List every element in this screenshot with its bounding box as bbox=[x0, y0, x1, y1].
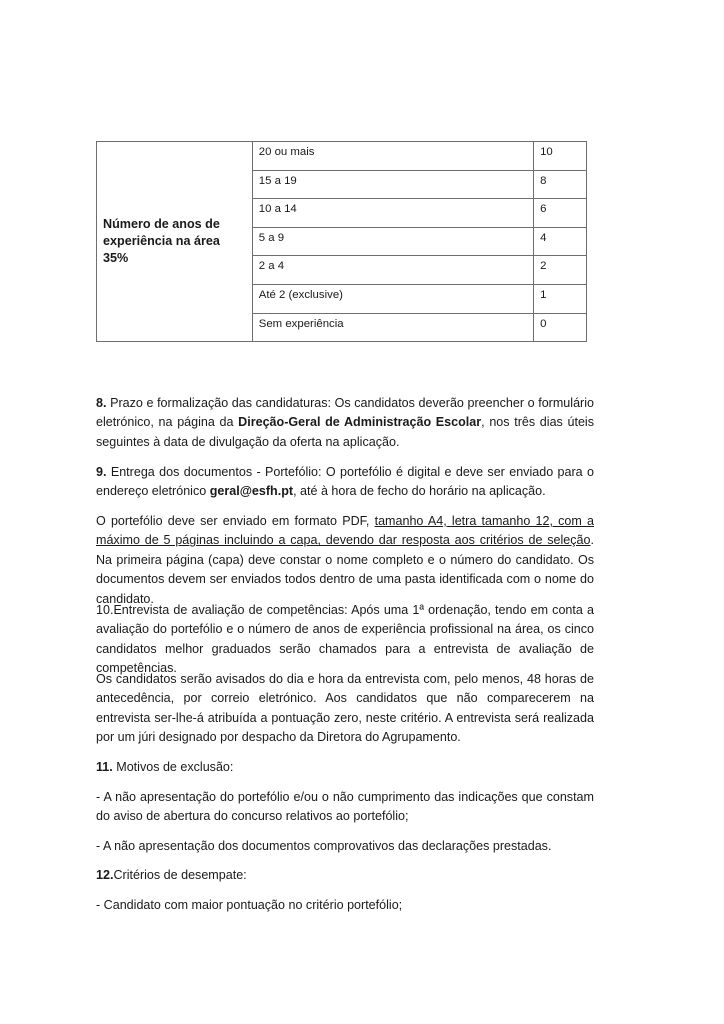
range-cell: 10 a 14 bbox=[252, 199, 533, 228]
points-cell: 6 bbox=[534, 199, 587, 228]
section-title: Motivos de exclusão: bbox=[112, 760, 234, 774]
list-item: - Candidato com maior pontuação no critério portefólio; bbox=[96, 898, 403, 912]
points-cell: 2 bbox=[534, 256, 587, 285]
criterion-label: Número de anos de experiência na área bbox=[103, 217, 220, 249]
section-11-heading bbox=[96, 758, 594, 777]
paragraph-text: , nos três dias úteis seguintes à data de divulgação da oferta na aplicação. bbox=[96, 415, 594, 449]
paragraph-text: 10.Entrevista de avaliação de competências: Após uma 1ª ordenação, tendo em conta a avaliação do portefólio e o número de anos de experiência profissional na área, os cinco candidatos melhor graduados serão chamados para a entrevista de avaliação de competências. bbox=[96, 603, 594, 676]
range-cell: 20 ou mais bbox=[252, 142, 533, 171]
section-8-paragraph bbox=[96, 394, 594, 452]
points-cell: 4 bbox=[534, 227, 587, 256]
list-item: - A não apresentação dos documentos comprovativos das declarações prestadas. bbox=[96, 839, 552, 853]
paragraph-text: Entrega dos documentos - Portefólio: O portefólio é digital e deve ser enviado para o endereço eletrónico bbox=[96, 465, 594, 499]
range-cell: Até 2 (exclusive) bbox=[252, 284, 533, 313]
section-number: 9. bbox=[96, 465, 107, 479]
range-cell: Sem experiência bbox=[252, 313, 533, 342]
range-cell: 15 a 19 bbox=[252, 170, 533, 199]
paragraph-text: . Na primeira página (capa) deve constar o nome completo e o número do candidato. Os documentos devem ser enviados todos dentro de uma pasta identificada com o nome do candidato. bbox=[96, 533, 594, 606]
section-10-interview-paragraph bbox=[96, 670, 594, 748]
dgae-name: Direção-Geral de Administração Escolar bbox=[238, 415, 482, 430]
section-title: Critérios de desempate: bbox=[113, 868, 247, 882]
list-item: - A não apresentação do portefólio e/ou o não cumprimento das indicações que constam do aviso de abertura do concurso relativos ao portefólio; bbox=[96, 790, 594, 824]
section-9-portfolio-paragraph bbox=[96, 512, 594, 609]
section-number: 12. bbox=[96, 868, 114, 882]
email-address: geral@esfh.pt bbox=[209, 484, 294, 499]
criterion-weight: 35% bbox=[103, 251, 129, 266]
section-9-paragraph bbox=[96, 463, 594, 502]
range-cell: 5 a 9 bbox=[252, 227, 533, 256]
points-cell: 8 bbox=[534, 170, 587, 199]
section-10-paragraph bbox=[96, 601, 594, 679]
points-cell: 10 bbox=[534, 142, 587, 171]
section-number: 8. bbox=[96, 396, 107, 410]
points-cell: 0 bbox=[534, 313, 587, 342]
range-cell: 2 a 4 bbox=[252, 256, 533, 285]
paragraph-text: , até à hora de fecho do horário na aplicação. bbox=[293, 484, 546, 499]
criterion-cell bbox=[97, 142, 253, 342]
points-cell: 1 bbox=[534, 284, 587, 313]
paragraph-text: O portefólio deve ser enviado em formato PDF, bbox=[96, 514, 375, 528]
paragraph-text: Prazo e formalização das candidaturas: Os candidatos deverão preencher o formulário eletrónico, na página da bbox=[96, 396, 594, 430]
paragraph-text: Os candidatos serão avisados do dia e hora da entrevista com, pelo menos, 48 horas de antecedência, por correio eletrónico. Aos candidatos que não comparecerem na entrevista ser-lhe-á atribuída a pontuação zero, neste critério. A entrevista será realizada por um júri designado por despacho da Diretora do Agrupamento. bbox=[96, 672, 594, 745]
section-number: 11. bbox=[96, 760, 113, 774]
exclusion-item bbox=[96, 788, 594, 827]
exclusion-item bbox=[96, 837, 594, 856]
table-row bbox=[97, 142, 587, 171]
experience-scoring-table bbox=[96, 141, 587, 342]
section-12-heading bbox=[96, 866, 594, 885]
tiebreak-item bbox=[96, 896, 594, 915]
format-requirements: tamanho A4, letra tamanho 12, com a máximo de 5 páginas incluindo a capa, devendo dar resposta aos critérios de seleção bbox=[96, 514, 594, 548]
